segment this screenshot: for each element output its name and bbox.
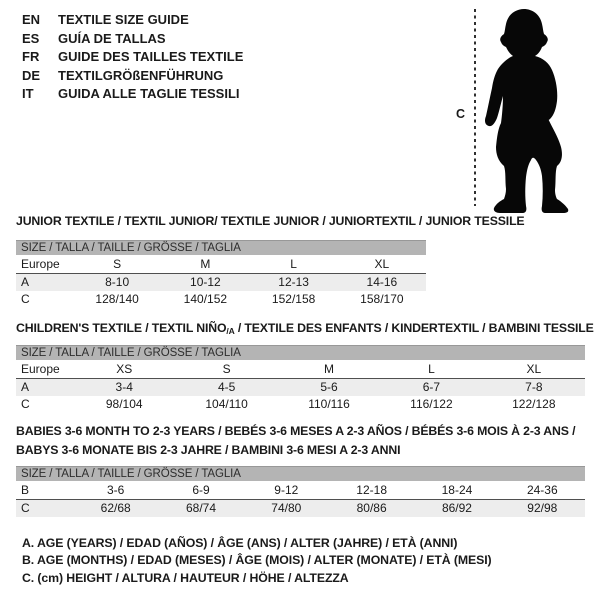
lang-label: GUIDE DES TAILLES TEXTILE	[58, 49, 244, 65]
value-cell: 6-9	[192, 483, 210, 497]
row-label: Europe	[21, 257, 60, 271]
size-header-bar: SIZE / TALLA / TAILLE / GRÖSSE / TAGLIA	[16, 240, 426, 255]
row-label: A	[21, 275, 30, 289]
row-label: A	[21, 380, 30, 394]
row-label: C	[21, 292, 30, 306]
value-cell: 140/152	[183, 292, 228, 306]
children-section-title	[16, 321, 594, 335]
value-cell: 4-5	[217, 380, 236, 394]
junior-section-title: JUNIOR TEXTILE / TEXTIL JUNIOR/ TEXTILE JUNIOR / JUNIORTEXTIL / JUNIOR TESSILE	[16, 214, 525, 228]
value-cell: 8-10	[105, 275, 130, 289]
lang-label: TEXTILGRÖßENFÜHRUNG	[58, 67, 224, 83]
lang-row-es	[22, 30, 243, 49]
value-cell: 62/68	[100, 501, 131, 515]
value-cell: 152/158	[271, 292, 316, 306]
children-title-part1: CHILDREN'S TEXTILE / TEXTIL NIÑO	[16, 321, 227, 335]
children-title-part2: / TEXTILE DES ENFANTS / KINDERTEXTIL / BAMBINI TESSILE	[234, 321, 594, 335]
row-label: C	[21, 397, 30, 411]
value-cell: 80/86	[356, 501, 387, 515]
size-cell: S	[113, 257, 122, 271]
lang-label: GUÍA DE TALLAS	[58, 30, 166, 46]
value-cell: 3-4	[115, 380, 133, 394]
row-label: C	[21, 501, 30, 515]
value-cell: 86/92	[441, 501, 472, 515]
value-cell: 7-8	[525, 380, 543, 394]
lang-row-en	[22, 11, 243, 30]
babies-title-line2: BABYS 3-6 MONATE BIS 2-3 JAHRE / BAMBINI 3-6 MESI A 2-3 ANNI	[16, 443, 401, 457]
lang-code: EN	[22, 12, 41, 27]
table-row-height	[16, 500, 585, 517]
value-cell: 12-13	[278, 275, 309, 289]
value-cell: 74/80	[271, 501, 302, 515]
size-header-bar: SIZE / TALLA / TAILLE / GRÖSSE / TAGLIA	[16, 466, 585, 481]
table-row-europe	[16, 360, 585, 379]
value-cell: 12-18	[356, 483, 387, 497]
lang-code: DE	[22, 67, 41, 83]
children-title-subscript: /A	[226, 326, 235, 336]
value-cell: 104/110	[205, 397, 248, 411]
lang-code: ES	[22, 30, 40, 46]
value-cell: 18-24	[441, 483, 473, 497]
language-list	[22, 11, 243, 104]
value-cell: 5-6	[320, 380, 338, 394]
table-row-height	[16, 396, 585, 413]
lang-row-it	[22, 85, 243, 104]
size-cell: XS	[116, 362, 133, 376]
lang-row-de	[22, 67, 243, 86]
note-age-years: A. AGE (YEARS) / EDAD (AÑOS) / ÂGE (ANS) / ALTER (JAHRE) / ETÀ (ANNI)	[22, 536, 458, 550]
size-cell: XL	[526, 362, 542, 376]
value-cell: 10-12	[190, 275, 221, 289]
value-cell: 6-7	[422, 380, 441, 394]
value-cell: 68/74	[185, 501, 216, 515]
value-cell: 92/98	[527, 501, 558, 515]
value-cell: 98/104	[105, 397, 143, 411]
table-row-age	[16, 379, 585, 396]
size-cell: XL	[374, 257, 390, 271]
lang-label: TEXTILE SIZE GUIDE	[58, 12, 189, 27]
table-row-europe	[16, 255, 426, 274]
size-cell: L	[290, 257, 297, 271]
value-cell: 128/140	[95, 292, 139, 306]
babies-section-title	[16, 422, 575, 460]
lang-row-fr	[22, 48, 243, 67]
table-row-age	[16, 274, 426, 291]
value-cell: 3-6	[106, 483, 125, 497]
legend-notes	[22, 535, 492, 587]
row-label: B	[21, 483, 30, 497]
value-cell: 122/128	[512, 397, 556, 411]
size-header-bar: SIZE / TALLA / TAILLE / GRÖSSE / TAGLIA	[16, 345, 585, 360]
row-label: Europe	[21, 362, 60, 376]
table-row-months	[16, 481, 585, 500]
table-row-height	[16, 291, 426, 308]
size-cell: M	[200, 257, 211, 271]
value-cell: 158/170	[360, 292, 404, 306]
note-age-months: B. AGE (MONTHS) / EDAD (MESES) / ÂGE (MOIS) / ALTER (MONATE) / ETÀ (MESI)	[22, 553, 492, 568]
value-cell: 24-36	[526, 483, 558, 497]
lang-code: FR	[22, 49, 40, 65]
value-cell: 14-16	[366, 275, 398, 289]
babies-title-line1: BABIES 3-6 MONTH TO 2-3 YEARS / BEBÉS 3-6 MESES A 2-3 AÑOS / BÉBÉS 3-6 MOIS À 2-3 ANS /	[16, 424, 576, 438]
value-cell: 110/116	[308, 397, 350, 411]
children-size-table	[16, 345, 585, 413]
size-cell: S	[222, 362, 231, 376]
size-cell: L	[428, 362, 435, 376]
value-cell: 116/122	[410, 397, 453, 411]
lang-code: IT	[22, 86, 34, 102]
lang-label: GUIDA ALLE TAGLIE TESSILI	[58, 86, 240, 102]
value-cell: 9-12	[274, 483, 299, 497]
size-cell: M	[324, 362, 335, 376]
height-marker-label: C	[456, 107, 466, 121]
babies-size-table	[16, 466, 585, 517]
junior-size-table	[16, 240, 426, 308]
note-height: C. (cm) HEIGHT / ALTURA / HAUTEUR / HÖHE / ALTEZZA	[22, 570, 349, 585]
baby-silhouette	[485, 9, 568, 213]
